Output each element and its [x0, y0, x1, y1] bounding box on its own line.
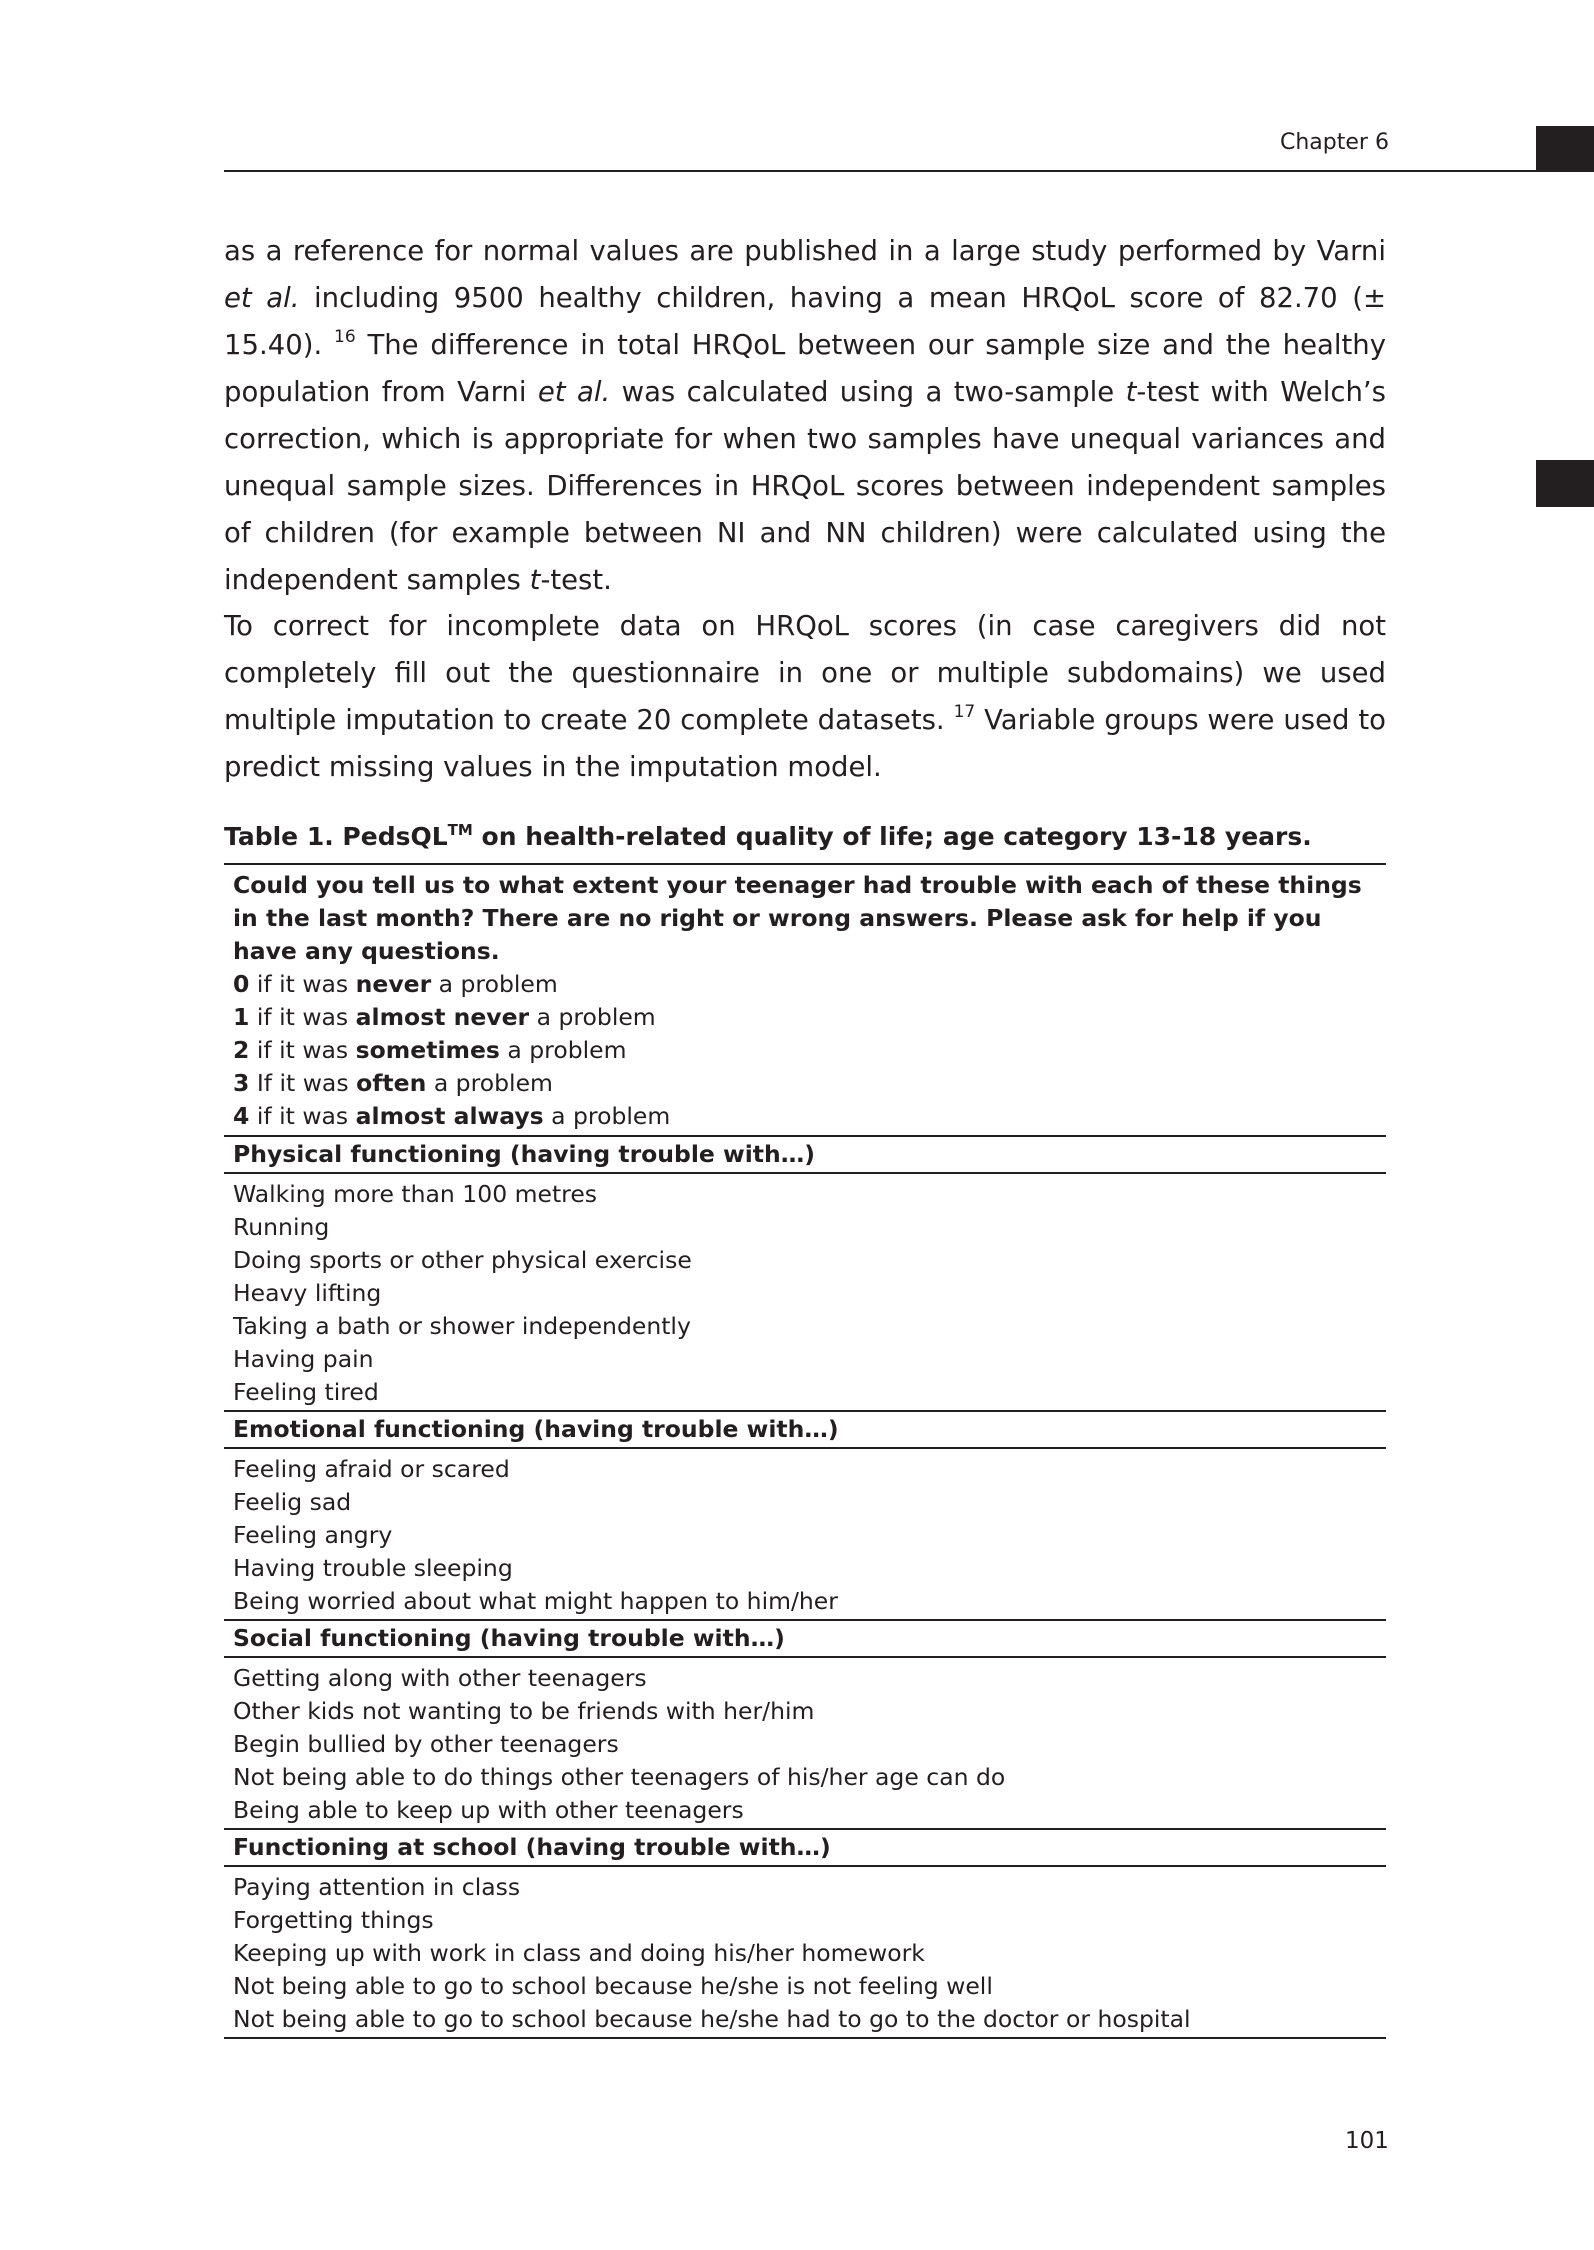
- table-sections: [224, 1135, 1386, 2037]
- section-heading: Social functioning (having trouble with…): [224, 1619, 1386, 1658]
- table-row: Not being able to do things other teenagers of his/her age can do: [233, 1763, 1006, 1791]
- pedsql-table: [224, 863, 1386, 2039]
- table-row: Doing sports or other physical exercise: [233, 1246, 692, 1274]
- table-row: Other kids not wanting to be friends with her/him: [233, 1697, 815, 1725]
- body-paragraph-1: as a reference for normal values are published in a large study performed by Varni et al. including 9500 healthy children, having a mean HRQoL score of 82.70 (± 15.40). $^{16}$ The difference in total HRQoL between our sample size and the healthy population from Varni et al. was calculated using a two-sample t-test with Welch’s correction, which is appropriate for when two samples have unequal variances and unequal sample sizes. Differences in HRQoL scores between independent samples of children (for example between NI and NN children) were calculated using the independent samples t-test.: [224, 235, 1386, 596]
- page-number: 101: [1345, 2128, 1389, 2154]
- table-instructions: Could you tell us to what extent your teenager had trouble with each of these things in the last month? There are no right or wrong answers. Please ask for help if you have any questions.: [233, 871, 1362, 965]
- scale-option: 1 if it was almost never a problem: [233, 1003, 656, 1031]
- scale-option: 3 If it was often a problem: [233, 1069, 553, 1097]
- table-row: Feelig sad: [233, 1488, 352, 1516]
- body-paragraph-2: To correct for incomplete data on HRQoL scores (in case caregivers did not completely fill out the questionnaire in one or multiple subdomains) we used multiple imputation to create 20 complete datasets. $^{17}$ Variable groups were used to predict missing values in the imputation model.: [224, 610, 1386, 783]
- section-heading: Emotional functioning (having trouble with…): [224, 1410, 1386, 1449]
- table-title: Table 1. PedsQL™ on health-related quality of life; age category 13-18 years.: [224, 821, 1312, 851]
- scale-option: 2 if it was sometimes a problem: [233, 1036, 627, 1064]
- response-scale: [233, 968, 1377, 1133]
- header-rule: [224, 170, 1594, 172]
- table-row: Running: [233, 1213, 330, 1241]
- table-row: Feeling afraid or scared: [233, 1455, 510, 1483]
- section-items: [224, 1867, 1386, 2037]
- table-row: Feeling tired: [233, 1378, 379, 1406]
- section-heading: Physical functioning (having trouble with…): [224, 1135, 1386, 1174]
- section-items: [224, 1174, 1386, 1410]
- chapter-tab-marker: [1536, 126, 1594, 171]
- chapter-header: Chapter 6: [1280, 130, 1389, 155]
- section-tab-marker: [1536, 460, 1594, 507]
- table-row: Keeping up with work in class and doing his/her homework: [233, 1939, 925, 1967]
- table-row: Heavy lifting: [233, 1279, 382, 1307]
- table-row: Forgetting things: [233, 1906, 434, 1934]
- table-row: Having trouble sleeping: [233, 1554, 513, 1582]
- table-row: Walking more than 100 metres: [233, 1180, 598, 1208]
- table-row: Feeling angry: [233, 1521, 393, 1549]
- table-row: Paying attention in class: [233, 1873, 521, 1901]
- table-row: Being able to keep up with other teenagers: [233, 1796, 744, 1824]
- table-row: Being worried about what might happen to him/her: [233, 1587, 838, 1615]
- section-items: [224, 1658, 1386, 1828]
- scale-option: 0 if it was never a problem: [233, 970, 558, 998]
- table-row: Taking a bath or shower independently: [233, 1312, 691, 1340]
- table-row: Not being able to go to school because he/she had to go to the doctor or hospital: [233, 2005, 1191, 2033]
- table-row: Not being able to go to school because he/she is not feeling well: [233, 1972, 993, 2000]
- reference-17: 17: [953, 702, 976, 722]
- section-items: [224, 1449, 1386, 1619]
- table-row: Having pain: [233, 1345, 374, 1373]
- reference-16: 16: [334, 327, 356, 347]
- table-row: Begin bullied by other teenagers: [233, 1730, 619, 1758]
- section-heading: Functioning at school (having trouble with…): [224, 1828, 1386, 1867]
- table-intro: [224, 865, 1386, 1135]
- scale-option: 4 if it was almost always a problem: [233, 1102, 671, 1130]
- table-row: Getting along with other teenagers: [233, 1664, 647, 1692]
